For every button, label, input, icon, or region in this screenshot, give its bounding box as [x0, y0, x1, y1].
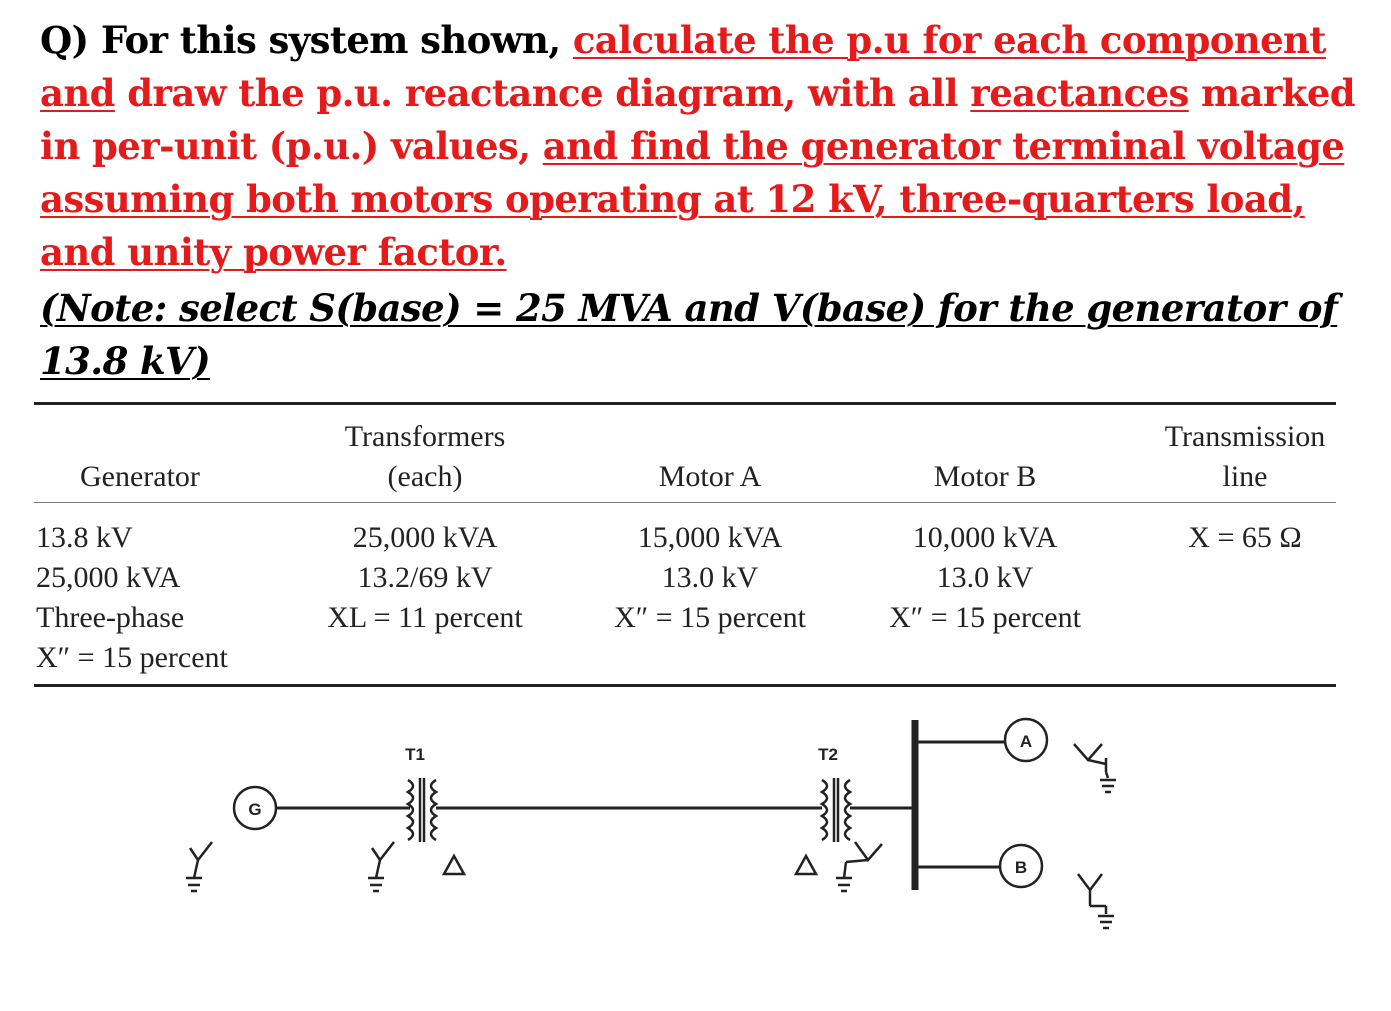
question-lead: Q) For this system shown,	[40, 18, 573, 62]
generator-voltage: 13.8 kV	[36, 521, 133, 554]
table-top-rule	[34, 402, 1336, 405]
question-text	[40, 14, 1385, 279]
transformer-reactance: XL = 11 percent	[327, 601, 523, 634]
transformer-voltage: 13.2/69 kV	[357, 561, 493, 594]
motor-b-wye-ground-icon	[1078, 874, 1114, 928]
header-generator: Generator	[80, 460, 200, 493]
question-part4: and find the generator terminal voltage assuming both motors operating at 12 kV, three-quarters load, and unity power factor.	[40, 124, 1345, 274]
question-reactances: reactances	[970, 71, 1189, 115]
note-text: (Note: select S(base) = 25 MVA and V(base) for the generator of 13.8 kV)	[40, 286, 1338, 383]
motor-a-rating: 15,000 kVA	[637, 521, 783, 554]
motor-a-wye-ground-icon	[1074, 744, 1116, 792]
motor-a-voltage: 13.0 kV	[661, 561, 759, 594]
t1-wye-ground-icon	[368, 842, 394, 891]
generator-reactance: X″ = 15 percent	[36, 641, 228, 674]
t2-delta-icon	[796, 856, 816, 874]
one-line-diagram	[0, 700, 1391, 960]
question-part1: calculate the p.u for each component	[572, 18, 1326, 62]
generator-label: G	[248, 800, 262, 819]
motor-a-label: A	[1019, 732, 1033, 751]
ratings-table	[0, 395, 1391, 695]
t2-transformer-symbol	[822, 778, 850, 842]
t1-label: T1	[405, 745, 425, 764]
generator-rating: 25,000 kVA	[36, 561, 181, 594]
motor-b-label: B	[1014, 858, 1028, 877]
t2-wye-ground-icon	[836, 842, 882, 891]
motor-a-reactance: X″ = 15 percent	[614, 601, 806, 634]
header-line: line	[1222, 460, 1268, 493]
t1-delta-icon	[444, 856, 464, 874]
generator-wye-ground-icon	[186, 842, 212, 891]
table-bottom-rule	[34, 684, 1336, 687]
table-header-rule	[34, 502, 1336, 503]
transformer-rating: 25,000 kVA	[352, 521, 498, 554]
header-transformers: Transformers	[344, 420, 506, 453]
t2-label: T2	[818, 745, 838, 764]
line-reactance: X = 65 Ω	[1188, 521, 1302, 554]
header-motor-a: Motor A	[658, 460, 762, 493]
motor-b-rating: 10,000 kVA	[912, 521, 1058, 554]
question-part2: draw the p.u. reactance diagram, with all	[114, 71, 971, 115]
motor-b-reactance: X″ = 15 percent	[889, 601, 1081, 634]
question-and: and	[40, 71, 115, 115]
header-motor-b: Motor B	[933, 460, 1037, 493]
question-part3: marked in per-unit (p.u.) values,	[40, 71, 1356, 168]
t1-transformer-symbol	[408, 778, 436, 842]
motor-b-voltage: 13.0 kV	[936, 561, 1034, 594]
generator-phase: Three-phase	[36, 601, 185, 634]
header-transformers-each: (each)	[387, 460, 463, 493]
header-transmission: Transmission	[1164, 420, 1326, 453]
